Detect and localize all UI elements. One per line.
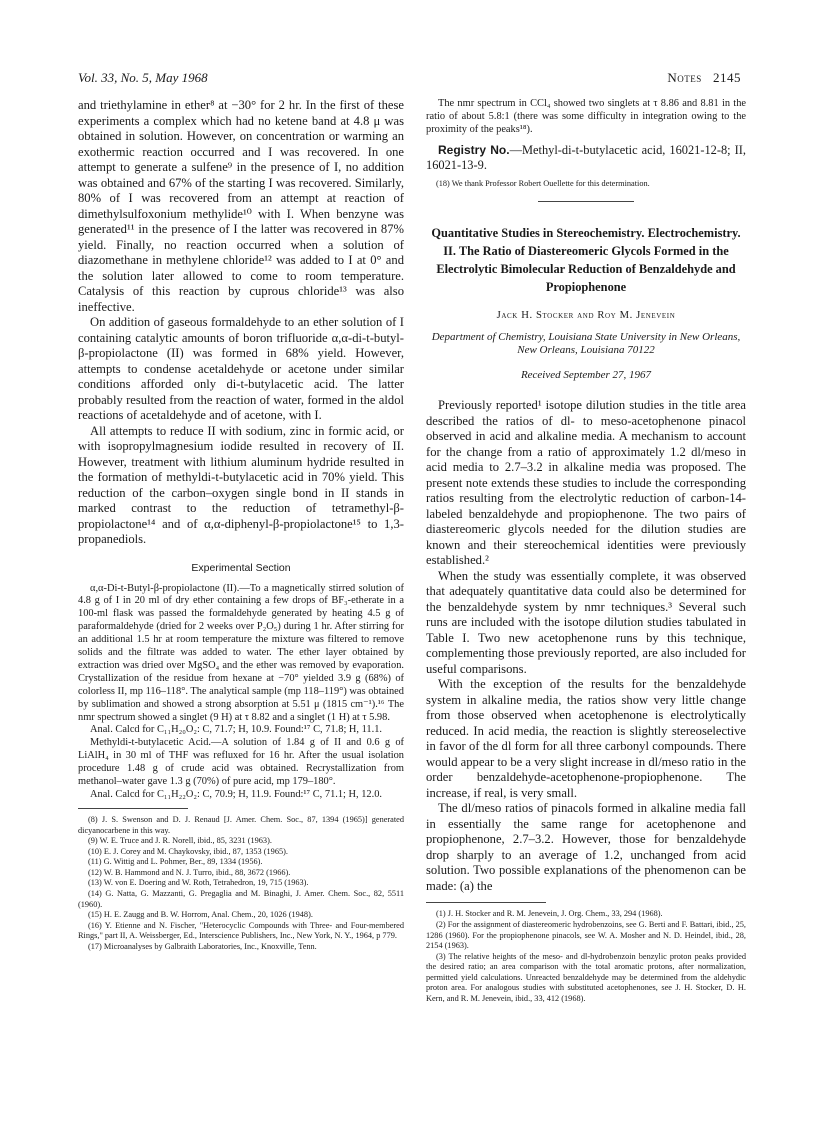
- registry-label: Registry No.: [438, 142, 510, 157]
- footnote-rule: [78, 808, 188, 809]
- experimental-paragraph: α,α-Di-t-Butyl-β-propiolactone (II).—To a magnetically stirred solution of 4.8 g of I in 20 ml of dry ether containing a few drops of BF₃-etherate in a 100-ml flask was passed the formaldehyde generated by heating 4.5 g of paraformaldehyde (dried for 2 weeks over P₂O₅) during 1 hr. After stirring for an additional 1.5 hr at room temperature the mixture was filtered to remove solids and the filtrate was added to water. The ether layer obtained by extraction was dried over MgSO₄ and the ether was removed by evaporation. Crystallization of the residue from hexane at −70° yielded 3.9 g (68%) of colorless II, mp 116–118°. The analytical sample (mp 118–119°) was obtained by sublimation and showed a strong absorption at 5.51 μ (1815 cm⁻¹).¹⁶ The nmr spectrum showed a singlet (9 H) at τ 8.82 and a singlet (1 H) at τ 5.98.: [78, 582, 404, 723]
- footnote: (2) For the assignment of diastereomeric hydrobenzoins, see G. Berti and F. Battari, ibid., 25, 1286 (1960). For the propiophenone pinacols, see W. A. Mosher and N. D. Heindel, ibid., 28, 2154 (1963).: [426, 919, 746, 951]
- left-body: [78, 98, 404, 548]
- left-column: [78, 98, 404, 953]
- footnote: (1) J. H. Stocker and R. M. Jenevein, J. Org. Chem., 33, 294 (1968).: [436, 909, 663, 919]
- footnote: (17) Microanalyses by Galbraith Laboratories, Inc., Knoxville, Tenn.: [88, 942, 317, 952]
- footnote: (9) W. E. Truce and J. R. Norell, ibid., 85, 3231 (1963).: [88, 836, 272, 846]
- nmr-note: [426, 98, 746, 137]
- registry-numbers: [426, 143, 746, 173]
- footnotes: [426, 909, 746, 1004]
- right-column: [426, 98, 746, 1005]
- footnote-rule: [426, 902, 546, 903]
- paragraph: With the exception of the results for the benzaldehyde system in alkaline media, the ratios show very little change from those observed when acetophenone is electrolytically reduced. In acid media, the reaction is slightly stereoselective in favor of the dl form for all three carbonyl compounds. There would appear to be a very slight increase in dl/meso ratio in the order benzaldehyde-acetophenone-propiophenone. The increase, if real, is very small.: [426, 677, 746, 800]
- running-header-journal: Vol. 33, No. 5, May 1968: [78, 70, 208, 85]
- footnote: (13) W. von E. Doering and W. Roth, Tetrahedron, 19, 715 (1963).: [88, 878, 309, 888]
- section-label: Notes: [667, 70, 702, 85]
- footnote: (15) H. E. Zaugg and B. W. Horrom, Anal. Chem., 20, 1026 (1948).: [88, 910, 313, 920]
- footnote: (11) G. Wittig and L. Pohmer, Ber., 89, 1334 (1956).: [88, 857, 263, 867]
- analysis-line: Anal. Calcd for C₁₁H₂₀O₂: C, 71.7; H, 10.9. Found:¹⁷ C, 71.8; H, 11.1.: [90, 724, 383, 736]
- authors: Jack H. Stocker and Roy M. Jenevein: [496, 310, 676, 322]
- paragraph: The dl/meso ratios of pinacols formed in alkaline media fall in essentially the same range for acetophenone and propiophenone, 2.7–3.2. However, those for benzaldehyde drop sharply to an average of 1.2, unchanged from acid solution. Two possible explanations of the phenomenon can be made: (a) the: [426, 801, 746, 893]
- article-separator: [538, 201, 634, 202]
- experimental-paragraph: Methyldi-t-butylacetic Acid.—A solution of 1.84 g of II and 0.6 g of LiAlH₄ in 30 ml of THF was refluxed for 16 hr. After the usual isolation procedure 1.48 g of crude acid was obtained. Recrystallization from methanol–water gave 1.3 g (70%) of pure acid, mp 179–180°.: [78, 737, 404, 788]
- analysis-line: Anal. Calcd for C₁₁H₂₂O₂: C, 70.9; H, 11.9. Found:¹⁷ C, 71.1; H, 12.0.: [90, 789, 383, 800]
- received-date: Received September 27, 1967: [520, 369, 652, 382]
- article-title: Quantitative Studies in Stereochemistry. Electrochemistry. II. The Ratio of Diastereomeric Glycols Formed in the Electrolytic Bimolecular Reduction of Benzaldehyde and Propiophenone: [431, 226, 741, 295]
- experimental-body: [78, 583, 404, 802]
- page-number: 2145: [713, 70, 741, 85]
- section-title: Experimental Section: [191, 561, 291, 574]
- paragraph: When the study was essentially complete, it was observed that adequately quantitative data could also be determined for the benzaldehyde system by nmr techniques.³ Several such runs are included with the isotope dilution studies tabulated in Table I. Two new acetophenone runs by this technique, complementing those previously reported, are also included for useful comparisons.: [426, 568, 746, 676]
- footnotes: [78, 815, 404, 953]
- footnote: (8) J. S. Swenson and D. J. Renaud [J. Amer. Chem. Soc., 87, 1394 (1965)] generated dicyanocarbene in this way.: [78, 814, 404, 835]
- footnote: (14) G. Natta, G. Mazzanti, G. Pregaglia and M. Binaghi, J. Amer. Chem. Soc., 82, 5511 (1960).: [78, 889, 404, 909]
- registry-text: —Methyl-di-t-butylacetic acid, 16021-12-8; II, 16021-13-9.: [426, 142, 746, 172]
- paragraph: On addition of gaseous formaldehyde to an ether solution of I containing catalytic amounts of boron trifluoride α,α-di-t-butyl-β-propiolactone (II) was formed in 68% yield. However, attempts to condense acetaldehyde or acetone under similar conditions afforded only di-t-butylacetic acid. The latter probably resulted from the reaction of water, formed in the aldol reactions of acetaldehyde and of acetone, with I.: [78, 315, 404, 422]
- footnote: (16) Y. Etienne and N. Fischer, "Heterocyclic Compounds with Three- and Four-membered Rings," part II, A. Weissberger, Ed., Interscience Publishers, Inc., New York, N. Y., 1964, p 779.: [78, 920, 404, 941]
- right-body: [426, 398, 746, 894]
- running-header-right: [667, 70, 741, 86]
- footnote: (18) We thank Professor Robert Ouellette for this determination.: [436, 178, 650, 188]
- footnote-18: [426, 179, 746, 190]
- footnote: (10) E. J. Corey and M. Chaykovsky, ibid., 87, 1353 (1965).: [88, 846, 288, 856]
- footnote: (12) W. B. Hammond and N. J. Turro, ibid., 88, 3672 (1966).: [88, 867, 291, 877]
- paragraph: All attempts to reduce II with sodium, zinc in formic acid, or with isopropylmagnesium iodide resulted in recovery of II. However, treatment with lithium aluminum hydride resulted in the formation of methyldi-t-butylacetic acid in 70% yield. This reduction of the carbon–oxygen single bond in II stands in marked contrast to the reduction of tetramethyl-β-propiolactone¹⁴ and of α,α-diphenyl-β-propiolactone¹⁵ to 1,3-propanediols.: [78, 423, 404, 546]
- paragraph: and triethylamine in ether⁸ at −30° for 2 hr. In the first of these experiments a complex which had no ketene band at 4.8 μ was obtained in solution. However, on concentration or warming an exothermic reaction occurred and I was recovered. In one attempt to generate a sulfene⁹ in the presence of I, no addition was obtained and 67% of the starting I was recovered. Similarly, 80% of I was recovered from an attempt at reaction of dimethylsulfoxonium methylide¹⁰ with I. When benzyne was generated¹¹ in the presence of I the latter was recovered in 87% yield. Finally, no reaction occurred when a solution of diazomethane in methylene chloride¹² was added to I at 0° and the solution later allowed to come to room temperature. Catalysis of this reaction by cuprous chloride¹³ was also ineffective.: [78, 98, 404, 314]
- paragraph: The nmr spectrum in CCl₄ showed two singlets at τ 8.86 and 8.81 in the ratio of about 5.8:1 (there was some difficulty in integration owing to the proximity of the peaks¹⁸).: [426, 98, 746, 135]
- affiliation: Department of Chemistry, Louisiana State University in New Orleans, New Orleans, Louisiana 70122: [431, 331, 741, 357]
- paragraph: Previously reported¹ isotope dilution studies in the title area described the ratios of dl- to meso-acetophenone pinacol observed in acid and alkaline media. A mechanism to account for the change from a ratio of approximately 1.2 dl/meso in acid media to 2.7–3.2 in alkaline media was proposed. The present note extends these studies to include the corresponding ratios resulting from the electrolytic reduction of carbon-14-labeled benzaldehyde and propiophenone. The two pairs of diastereomeric glycols needed for the dilution studies are known and their stereochemical identities were previously established.²: [426, 398, 746, 568]
- footnote: (3) The relative heights of the meso- and dl-hydrobenzoin benzylic proton peaks provided the desired ratio; an area comparison with the total aromatic protons, after normalization, permitted yield calculations. Unreacted benzaldehyde may be determined from the aldehydic proton area. For analogous studies with substituted acetophenones, see J. H. Stocker, D. H. Kern, and R. M. Jenevein, ibid., 33, 412 (1968).: [426, 951, 746, 1004]
